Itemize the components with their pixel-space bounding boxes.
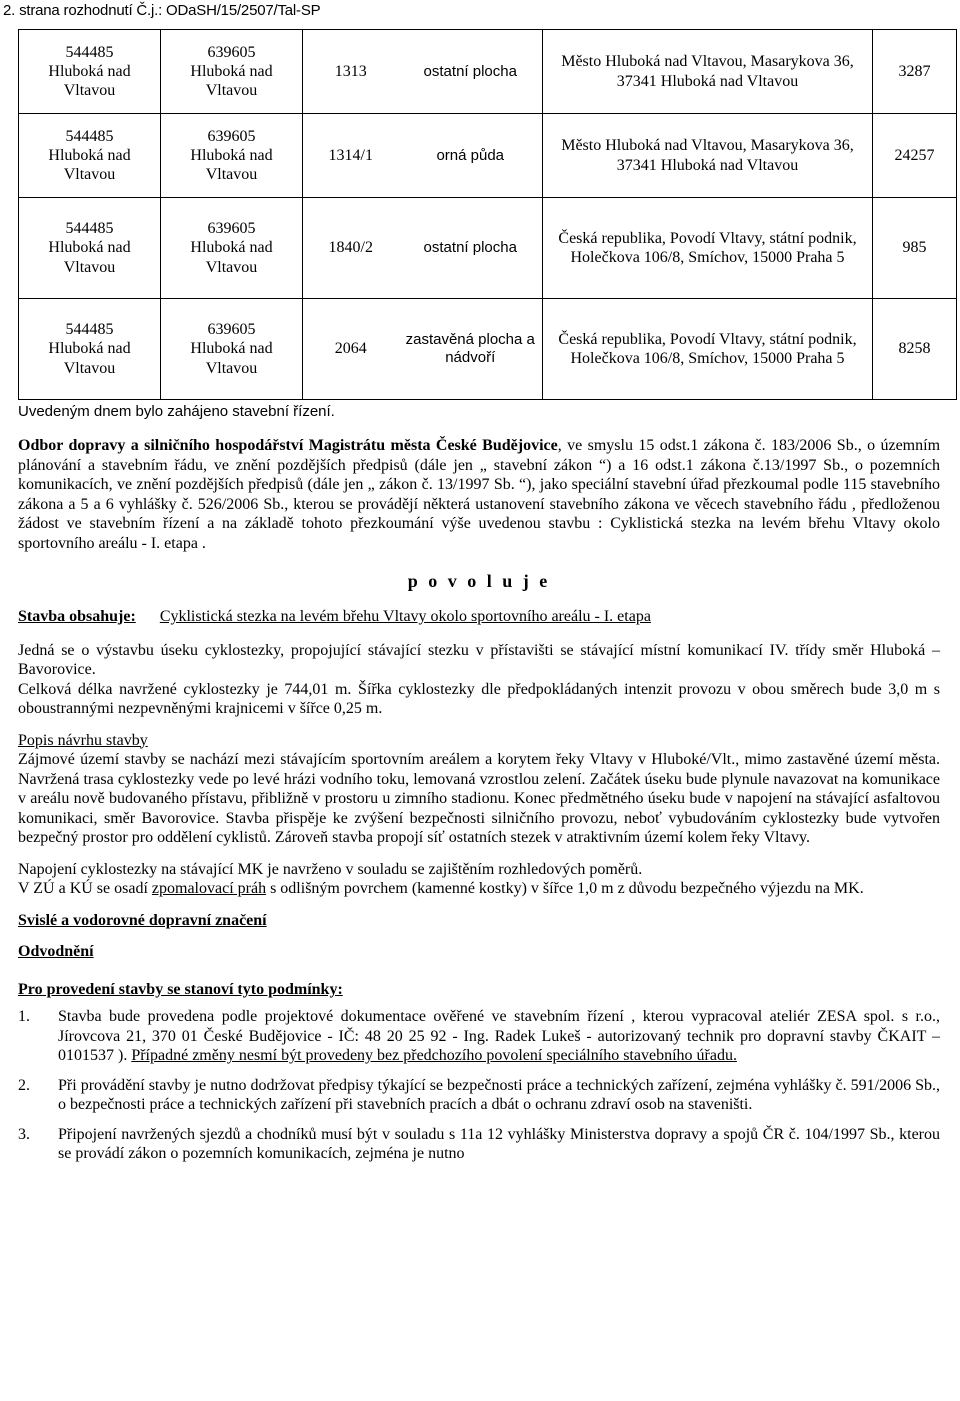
- stavba-line: [18, 607, 940, 627]
- ku-cell: [19, 114, 161, 198]
- parcel-table: [18, 29, 957, 400]
- condition-body: Připojení navržených sjezdů a chodníků musí být v souladu s 11a 12 vyhlášky Ministerstva dopravy a spojů ČR č. 104/1997 Sb., kterou se provádí zákon o pozemních komunikacích, zejména je nutno: [58, 1125, 940, 1163]
- parcel-row: [19, 114, 957, 198]
- ku-cell: [19, 30, 161, 114]
- condition-text: [58, 1125, 940, 1164]
- popis-paragraph: Zájmové území stavby se nachází mezi stávajícím sportovním areálem a korytem řeky Vltavy v Hluboké/Vlt., mimo zastavěné území města. Navržená trasa cyklostezky vede po levé hrázi vodního toku, lemovaná vzrostlou zelení. Začátek úseku bude plynule navazovat na komunikace v areálu nově budovaného přístavu, přibližně v prostoru u zimního stadionu. Konec předmětného úseku bude v napojení na stávající asfaltovou komunikaci, směr Bavorovice. Stavba přispěje ke zvýšení bezpečnosti silničního provozu, neboť vybudováním cyklostezky bude vytvořen bezpečný prostor pro oddělení cyklistů. Zároveň stavba propojí síť ostatních stezek v atraktivním území kolem řeky Vltavy.: [18, 751, 940, 847]
- parcel-type: zastavěná plocha a nádvoří: [399, 299, 543, 400]
- parcel-row: [19, 198, 957, 299]
- authority-name: Odbor dopravy a silničního hospodářství Magistrátu města České Budějovice: [18, 437, 558, 454]
- parcel-owner: Česká republika, Povodí Vltavy, státní podnik, Holečkova 106/8, Smíchov, 15000 Praha 5: [543, 299, 873, 400]
- condition-body: Při provádění stavby je nutno dodržovat předpisy týkající se bezpečnosti práce a technických zařízení, zejména vyhlášky č. 591/2006 Sb., o bezpečnosti práce a technických zařízení při stavebních pracích a dbát o ochranu zdraví osob na staveništi.: [58, 1076, 940, 1114]
- napojeni-paragraph-2: [18, 879, 940, 899]
- parcel-number: 1313: [303, 30, 399, 114]
- conditions-list: [18, 1007, 940, 1164]
- obec-name: Hluboká nad Vltavou: [190, 239, 273, 276]
- condition-item: [18, 1007, 940, 1066]
- condition-underlined: Případné změny nesmí být provedeny bez předchozího povolení speciálního stavebního úřadu.: [131, 1047, 737, 1065]
- obec-cell: [161, 299, 303, 400]
- decision-body: [18, 436, 940, 1174]
- obec-cell: [161, 30, 303, 114]
- condition-text: [58, 1007, 940, 1066]
- parcel-type: orná půda: [399, 114, 543, 198]
- ku-code: 544485: [65, 321, 114, 339]
- condition-number: 1.: [18, 1008, 30, 1026]
- parcel-area: 8258: [873, 299, 957, 400]
- ku-name: Hluboká nad Vltavou: [48, 340, 131, 377]
- parcel-area: 985: [873, 198, 957, 299]
- parcel-number: 1840/2: [303, 198, 399, 299]
- obec-name: Hluboká nad Vltavou: [190, 62, 273, 100]
- ku-code: 544485: [65, 43, 114, 61]
- obec-cell: [161, 198, 303, 299]
- ku-cell: [19, 198, 161, 299]
- napojeni-text-a: V ZÚ a KÚ se osadí: [18, 880, 152, 898]
- condition-number: 3.: [18, 1125, 30, 1143]
- ku-name: Hluboká nad Vltavou: [48, 62, 131, 100]
- parcel-owner: Město Hluboká nad Vltavou, Masarykova 36, 37341 Hluboká nad Vltavou: [543, 114, 873, 198]
- paragraph-length: Celková délka navržené cyklostezky je 744,01 m. Šířka cyklostezky dle předpokládaných intenzit provozu v obou směrech bude 3,0 m s oboustrannými nezpevněnými krajnicemi v šířce 0,25 m.: [18, 680, 940, 718]
- obec-name: Hluboká nad Vltavou: [190, 146, 273, 184]
- condition-item: [18, 1076, 940, 1115]
- parcel-row: [19, 299, 957, 400]
- parcel-area: 24257: [873, 114, 957, 198]
- parcel-number: 2064: [303, 299, 399, 400]
- ku-cell: [19, 299, 161, 400]
- popis-heading: Popis návrhu stavby: [18, 731, 148, 749]
- decision-verb: p o v o l u j e: [407, 571, 551, 592]
- reference-number: ODaSH/15/2507/Tal-SP: [166, 2, 321, 19]
- paragraph-description: Jedná se o výstavbu úseku cyklostezky, propojující stávající stezku v přístavišti se stávající místní komunikací IV. třídy směr Hluboká – Bavorovice.: [18, 641, 940, 679]
- stavba-name: Cyklistická stezka na levém břehu Vltavy okolo sportovního areálu - I. etapa: [159, 608, 651, 626]
- stavba-label: Stavba obsahuje:: [18, 608, 136, 626]
- ku-code: 544485: [65, 220, 114, 238]
- podminky-heading: Pro provedení stavby se stanoví tyto podmínky:: [18, 980, 343, 998]
- parcel-type: ostatní plocha: [399, 198, 543, 299]
- obec-cell: [161, 114, 303, 198]
- parcel-number: 1314/1: [303, 114, 399, 198]
- intro-text: , ve smyslu 15 odst.1 zákona č. 183/2006 Sb., o územním plánování a stavebním řádu, ve znění pozdějších předpisů (dále jen „ stavební zákon “) a 16 odst.1 zákona č.13/1997 Sb., o pozemních komunikacích, ve znění pozdějších předpisů (dále jen „ zákon č. 13/1997 Sb. “), jako speciální stavební úřad přezkoumal podle 115 stavebního zákona a 5 a 6 vyhlášky č. 526/2006 Sb., kterou se provádějí některá ustanovení stavebního zákona ve věcech stavebního řádu , předloženou žádost ve stavebním řízení a na základě tohoto přezkoumání výše uvedenou stavbu : Cyklistická stezka na levém břehu Vltavy okolo sportovního areálu - I. etapa .: [18, 437, 941, 552]
- condition-body: Stavba bude provedena podle projektové dokumentace ověřené ve stavebním řízení , kterou vypracoval ateliér ZESA spol. s r.o., Jírovcova 21, 370 01 České Budějovice - IČ: 48 20 25 92 - Ing. Radek Lukeš - autorizovaný technik pro dopravní stavby ČKAIT – 0101537 ).: [58, 1008, 940, 1065]
- napojeni-text-b: s odlišným povrchem (kamenné kostky) v šířce 1,0 m z důvodu bezpečného výjezdu na MK.: [266, 880, 864, 898]
- parcel-area: 3287: [873, 30, 957, 114]
- znaceni-heading: Svislé a vodorovné dopravní značení: [18, 911, 267, 929]
- page-number: 2. strana rozhodnutí: [3, 2, 133, 19]
- parcel-row: [19, 30, 957, 114]
- obec-code: 639605: [207, 321, 256, 339]
- proceedings-note: Uvedeným dnem bylo zahájeno stavební řízení.: [18, 403, 335, 420]
- reference-label: Č.j.:: [136, 2, 163, 19]
- condition-item: [18, 1125, 940, 1164]
- condition-number: 2.: [18, 1076, 30, 1094]
- obec-code: 639605: [207, 220, 256, 238]
- speed-bump-term: zpomalovací práh: [151, 880, 267, 898]
- intro-paragraph: [18, 436, 940, 553]
- ku-code: 544485: [65, 127, 114, 145]
- odvodneni-heading: Odvodnění: [18, 943, 94, 961]
- condition-text: [58, 1076, 940, 1115]
- obec-code: 639605: [207, 127, 256, 145]
- obec-code: 639605: [207, 43, 256, 61]
- parcel-type: ostatní plocha: [399, 30, 543, 114]
- obec-name: Hluboká nad Vltavou: [190, 340, 273, 377]
- parcel-owner: Česká republika, Povodí Vltavy, státní podnik, Holečkova 106/8, Smíchov, 15000 Praha 5: [543, 198, 873, 299]
- ku-name: Hluboká nad Vltavou: [48, 239, 131, 276]
- page-header: [3, 2, 320, 20]
- ku-name: Hluboká nad Vltavou: [48, 146, 131, 184]
- napojeni-paragraph-1: Napojení cyklostezky na stávající MK je navrženo v souladu se zajištěním rozhledových poměrů.: [18, 860, 643, 878]
- parcel-owner: Město Hluboká nad Vltavou, Masarykova 36, 37341 Hluboká nad Vltavou: [543, 30, 873, 114]
